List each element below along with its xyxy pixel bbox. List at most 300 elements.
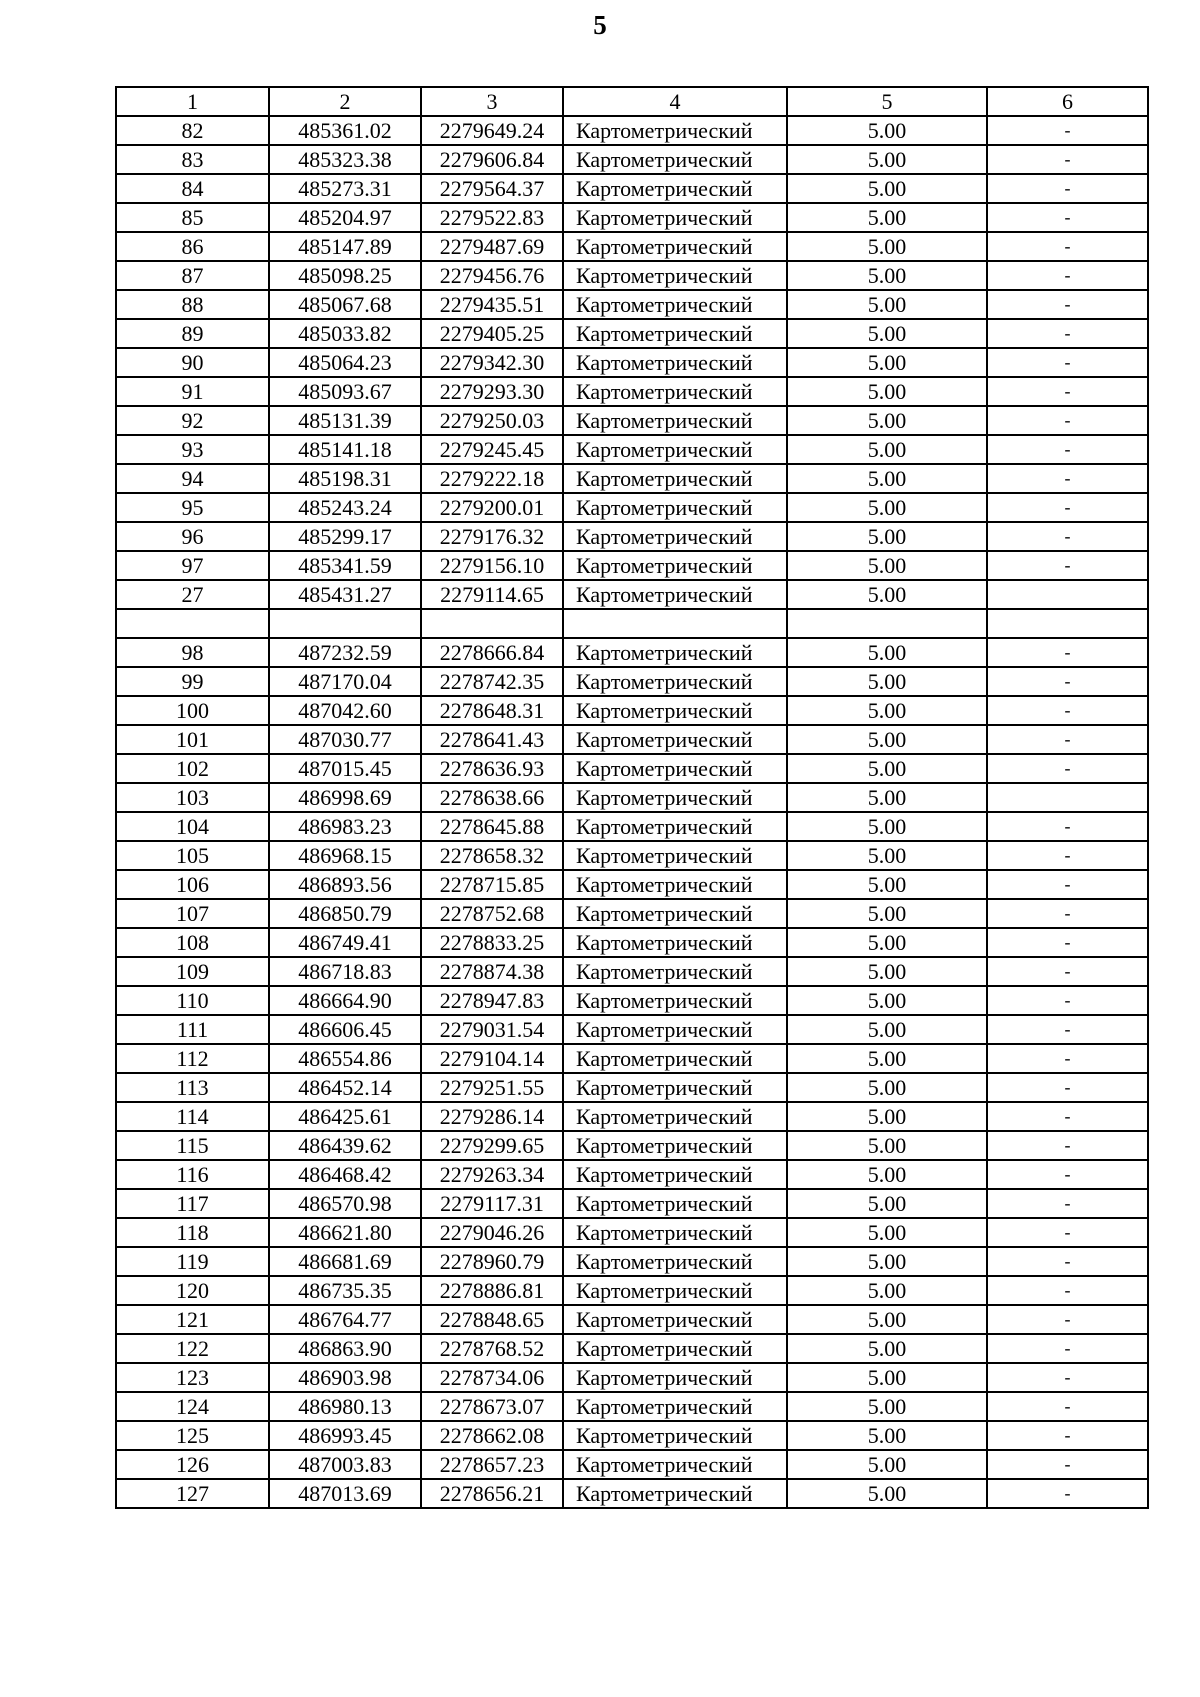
method-cell: Картометрический (563, 493, 787, 522)
accuracy-cell: 5.00 (787, 493, 987, 522)
x-coordinate-cell: 485198.31 (269, 464, 421, 493)
point-number-cell: 98 (116, 638, 269, 667)
y-coordinate-cell: 2278886.81 (421, 1276, 563, 1305)
description-cell: - (987, 1102, 1148, 1131)
method-cell: Картометрический (563, 1247, 787, 1276)
y-coordinate-cell: 2279114.65 (421, 580, 563, 609)
accuracy-cell: 5.00 (787, 232, 987, 261)
description-cell: - (987, 1073, 1148, 1102)
method-cell: Картометрический (563, 174, 787, 203)
y-coordinate-cell: 2279299.65 (421, 1131, 563, 1160)
point-number-cell: 94 (116, 464, 269, 493)
table-row (116, 1073, 1148, 1102)
table-row (116, 1015, 1148, 1044)
accuracy-cell: 5.00 (787, 1102, 987, 1131)
method-cell: Картометрический (563, 1015, 787, 1044)
y-coordinate-cell: 2278636.93 (421, 754, 563, 783)
header-cell-2: 2 (269, 87, 421, 116)
x-coordinate-cell: 485323.38 (269, 145, 421, 174)
method-cell: Картометрический (563, 1160, 787, 1189)
x-coordinate-cell: 486983.23 (269, 812, 421, 841)
accuracy-cell (787, 609, 987, 638)
accuracy-cell: 5.00 (787, 783, 987, 812)
coordinates-table (115, 86, 1149, 1509)
method-cell: Картометрический (563, 754, 787, 783)
x-coordinate-cell: 487030.77 (269, 725, 421, 754)
point-number-cell: 111 (116, 1015, 269, 1044)
y-coordinate-cell: 2279263.34 (421, 1160, 563, 1189)
y-coordinate-cell: 2278648.31 (421, 696, 563, 725)
table-row (116, 899, 1148, 928)
point-number-cell: 89 (116, 319, 269, 348)
method-cell: Картометрический (563, 899, 787, 928)
table-row (116, 609, 1148, 638)
table-header (116, 87, 1148, 116)
description-cell (987, 609, 1148, 638)
point-number-cell: 123 (116, 1363, 269, 1392)
accuracy-cell: 5.00 (787, 928, 987, 957)
method-cell: Картометрический (563, 1450, 787, 1479)
accuracy-cell: 5.00 (787, 870, 987, 899)
header-cell-6: 6 (987, 87, 1148, 116)
x-coordinate-cell: 486998.69 (269, 783, 421, 812)
description-cell: - (987, 232, 1148, 261)
description-cell: - (987, 696, 1148, 725)
table-row (116, 290, 1148, 319)
table-row (116, 1450, 1148, 1479)
header-cell-5: 5 (787, 87, 987, 116)
table-row (116, 1247, 1148, 1276)
y-coordinate-cell: 2278657.23 (421, 1450, 563, 1479)
accuracy-cell: 5.00 (787, 725, 987, 754)
accuracy-cell: 5.00 (787, 841, 987, 870)
accuracy-cell: 5.00 (787, 261, 987, 290)
description-cell: - (987, 899, 1148, 928)
point-number-cell: 127 (116, 1479, 269, 1508)
x-coordinate-cell: 486903.98 (269, 1363, 421, 1392)
point-number-cell: 110 (116, 986, 269, 1015)
x-coordinate-cell: 485141.18 (269, 435, 421, 464)
y-coordinate-cell: 2279405.25 (421, 319, 563, 348)
table-row (116, 1421, 1148, 1450)
header-cell-1: 1 (116, 87, 269, 116)
y-coordinate-cell: 2279200.01 (421, 493, 563, 522)
method-cell: Картометрический (563, 638, 787, 667)
description-cell: - (987, 464, 1148, 493)
x-coordinate-cell: 486968.15 (269, 841, 421, 870)
description-cell: - (987, 493, 1148, 522)
accuracy-cell: 5.00 (787, 957, 987, 986)
method-cell: Картометрический (563, 986, 787, 1015)
description-cell: - (987, 145, 1148, 174)
y-coordinate-cell: 2278666.84 (421, 638, 563, 667)
method-cell: Картометрический (563, 580, 787, 609)
description-cell: - (987, 1392, 1148, 1421)
method-cell: Картометрический (563, 1334, 787, 1363)
y-coordinate-cell: 2279522.83 (421, 203, 563, 232)
x-coordinate-cell: 486664.90 (269, 986, 421, 1015)
x-coordinate-cell: 486606.45 (269, 1015, 421, 1044)
y-coordinate-cell: 2279342.30 (421, 348, 563, 377)
method-cell: Картометрический (563, 783, 787, 812)
accuracy-cell: 5.00 (787, 1189, 987, 1218)
y-coordinate-cell: 2279156.10 (421, 551, 563, 580)
x-coordinate-cell: 485361.02 (269, 116, 421, 145)
point-number-cell: 119 (116, 1247, 269, 1276)
method-cell: Картометрический (563, 435, 787, 464)
table-row (116, 754, 1148, 783)
point-number-cell: 83 (116, 145, 269, 174)
description-cell: - (987, 261, 1148, 290)
table-row (116, 1102, 1148, 1131)
description-cell: - (987, 1131, 1148, 1160)
table-row (116, 1363, 1148, 1392)
y-coordinate-cell: 2278662.08 (421, 1421, 563, 1450)
y-coordinate-cell: 2278768.52 (421, 1334, 563, 1363)
point-number-cell: 117 (116, 1189, 269, 1218)
x-coordinate-cell: 486735.35 (269, 1276, 421, 1305)
point-number-cell: 101 (116, 725, 269, 754)
point-number-cell: 104 (116, 812, 269, 841)
header-cell-4: 4 (563, 87, 787, 116)
method-cell: Картометрический (563, 406, 787, 435)
table-row (116, 232, 1148, 261)
y-coordinate-cell: 2278874.38 (421, 957, 563, 986)
description-cell: - (987, 986, 1148, 1015)
point-number-cell: 100 (116, 696, 269, 725)
description-cell: - (987, 841, 1148, 870)
y-coordinate-cell: 2278960.79 (421, 1247, 563, 1276)
method-cell: Картометрический (563, 464, 787, 493)
point-number-cell: 118 (116, 1218, 269, 1247)
point-number-cell: 115 (116, 1131, 269, 1160)
point-number-cell: 91 (116, 377, 269, 406)
x-coordinate-cell: 486452.14 (269, 1073, 421, 1102)
point-number-cell: 87 (116, 261, 269, 290)
x-coordinate-cell: 485273.31 (269, 174, 421, 203)
x-coordinate-cell: 485131.39 (269, 406, 421, 435)
table-row (116, 145, 1148, 174)
x-coordinate-cell: 486718.83 (269, 957, 421, 986)
accuracy-cell: 5.00 (787, 1334, 987, 1363)
method-cell: Картометрический (563, 522, 787, 551)
method-cell: Картометрический (563, 928, 787, 957)
y-coordinate-cell: 2278656.21 (421, 1479, 563, 1508)
point-number-cell: 99 (116, 667, 269, 696)
point-number-cell: 90 (116, 348, 269, 377)
y-coordinate-cell: 2279031.54 (421, 1015, 563, 1044)
table-row (116, 319, 1148, 348)
accuracy-cell: 5.00 (787, 1450, 987, 1479)
x-coordinate-cell: 487015.45 (269, 754, 421, 783)
description-cell: - (987, 1305, 1148, 1334)
y-coordinate-cell: 2279245.45 (421, 435, 563, 464)
table-row (116, 261, 1148, 290)
y-coordinate-cell: 2279649.24 (421, 116, 563, 145)
point-number-cell: 108 (116, 928, 269, 957)
accuracy-cell: 5.00 (787, 203, 987, 232)
table-row (116, 348, 1148, 377)
method-cell: Картометрический (563, 319, 787, 348)
page-number: 5 (593, 10, 607, 40)
table-row (116, 928, 1148, 957)
accuracy-cell: 5.00 (787, 348, 987, 377)
table-row (116, 551, 1148, 580)
y-coordinate-cell: 2278848.65 (421, 1305, 563, 1334)
x-coordinate-cell: 485067.68 (269, 290, 421, 319)
description-cell: - (987, 1276, 1148, 1305)
description-cell: - (987, 1334, 1148, 1363)
accuracy-cell: 5.00 (787, 174, 987, 203)
method-cell: Картометрический (563, 116, 787, 145)
description-cell: - (987, 957, 1148, 986)
y-coordinate-cell: 2278645.88 (421, 812, 563, 841)
y-coordinate-cell: 2278947.83 (421, 986, 563, 1015)
table-row (116, 1218, 1148, 1247)
y-coordinate-cell: 2279487.69 (421, 232, 563, 261)
description-cell: - (987, 1450, 1148, 1479)
accuracy-cell: 5.00 (787, 1073, 987, 1102)
point-number-cell: 125 (116, 1421, 269, 1450)
x-coordinate-cell: 486764.77 (269, 1305, 421, 1334)
y-coordinate-cell (421, 609, 563, 638)
table-row (116, 870, 1148, 899)
description-cell: - (987, 1015, 1148, 1044)
point-number-cell: 116 (116, 1160, 269, 1189)
point-number-cell: 107 (116, 899, 269, 928)
x-coordinate-cell: 486570.98 (269, 1189, 421, 1218)
method-cell: Картометрический (563, 1102, 787, 1131)
point-number-cell: 105 (116, 841, 269, 870)
point-number-cell: 92 (116, 406, 269, 435)
y-coordinate-cell: 2279176.32 (421, 522, 563, 551)
point-number-cell: 103 (116, 783, 269, 812)
table-row (116, 493, 1148, 522)
x-coordinate-cell: 485033.82 (269, 319, 421, 348)
method-cell: Картометрический (563, 870, 787, 899)
point-number-cell: 112 (116, 1044, 269, 1073)
accuracy-cell: 5.00 (787, 551, 987, 580)
description-cell: - (987, 725, 1148, 754)
description-cell: - (987, 638, 1148, 667)
description-cell (987, 580, 1148, 609)
accuracy-cell: 5.00 (787, 406, 987, 435)
x-coordinate-cell: 486468.42 (269, 1160, 421, 1189)
accuracy-cell: 5.00 (787, 319, 987, 348)
x-coordinate-cell: 486425.61 (269, 1102, 421, 1131)
point-number-cell: 96 (116, 522, 269, 551)
y-coordinate-cell: 2279286.14 (421, 1102, 563, 1131)
description-cell: - (987, 435, 1148, 464)
description-cell: - (987, 1160, 1148, 1189)
x-coordinate-cell: 485147.89 (269, 232, 421, 261)
x-coordinate-cell: 486850.79 (269, 899, 421, 928)
accuracy-cell: 5.00 (787, 986, 987, 1015)
point-number-cell: 126 (116, 1450, 269, 1479)
method-cell: Картометрический (563, 1218, 787, 1247)
y-coordinate-cell: 2278658.32 (421, 841, 563, 870)
point-number-cell: 102 (116, 754, 269, 783)
accuracy-cell: 5.00 (787, 899, 987, 928)
accuracy-cell: 5.00 (787, 1276, 987, 1305)
point-number-cell: 122 (116, 1334, 269, 1363)
x-coordinate-cell: 485341.59 (269, 551, 421, 580)
header-cell-3: 3 (421, 87, 563, 116)
point-number-cell: 113 (116, 1073, 269, 1102)
x-coordinate-cell: 487042.60 (269, 696, 421, 725)
y-coordinate-cell: 2278641.43 (421, 725, 563, 754)
method-cell: Картометрический (563, 957, 787, 986)
point-number-cell: 109 (116, 957, 269, 986)
accuracy-cell: 5.00 (787, 1421, 987, 1450)
x-coordinate-cell (269, 609, 421, 638)
x-coordinate-cell: 487013.69 (269, 1479, 421, 1508)
description-cell: - (987, 1044, 1148, 1073)
description-cell: - (987, 1189, 1148, 1218)
method-cell: Картометрический (563, 696, 787, 725)
point-number-cell: 124 (116, 1392, 269, 1421)
method-cell: Картометрический (563, 1131, 787, 1160)
description-cell: - (987, 1218, 1148, 1247)
x-coordinate-cell: 486980.13 (269, 1392, 421, 1421)
method-cell: Картометрический (563, 1305, 787, 1334)
table-row (116, 1044, 1148, 1073)
method-cell: Картометрический (563, 232, 787, 261)
point-number-cell: 86 (116, 232, 269, 261)
table-row (116, 638, 1148, 667)
y-coordinate-cell: 2279104.14 (421, 1044, 563, 1073)
method-cell: Картометрический (563, 551, 787, 580)
accuracy-cell: 5.00 (787, 1131, 987, 1160)
description-cell: - (987, 116, 1148, 145)
accuracy-cell: 5.00 (787, 290, 987, 319)
method-cell: Картометрический (563, 1189, 787, 1218)
x-coordinate-cell: 486621.80 (269, 1218, 421, 1247)
accuracy-cell: 5.00 (787, 580, 987, 609)
y-coordinate-cell: 2278673.07 (421, 1392, 563, 1421)
accuracy-cell: 5.00 (787, 696, 987, 725)
description-cell: - (987, 928, 1148, 957)
point-number-cell: 82 (116, 116, 269, 145)
point-number-cell: 95 (116, 493, 269, 522)
table-row (116, 783, 1148, 812)
description-cell: - (987, 1479, 1148, 1508)
x-coordinate-cell: 485243.24 (269, 493, 421, 522)
description-cell: - (987, 1421, 1148, 1450)
method-cell: Картометрический (563, 667, 787, 696)
method-cell: Картометрический (563, 1392, 787, 1421)
table-row (116, 957, 1148, 986)
accuracy-cell: 5.00 (787, 1479, 987, 1508)
method-cell: Картометрический (563, 290, 787, 319)
table-row (116, 1479, 1148, 1508)
point-number-cell: 106 (116, 870, 269, 899)
accuracy-cell: 5.00 (787, 1218, 987, 1247)
y-coordinate-cell: 2279222.18 (421, 464, 563, 493)
description-cell: - (987, 290, 1148, 319)
y-coordinate-cell: 2278638.66 (421, 783, 563, 812)
description-cell: - (987, 377, 1148, 406)
accuracy-cell: 5.00 (787, 812, 987, 841)
method-cell: Картометрический (563, 1044, 787, 1073)
point-number-cell: 93 (116, 435, 269, 464)
table-row (116, 725, 1148, 754)
description-cell: - (987, 348, 1148, 377)
table-row (116, 1276, 1148, 1305)
method-cell: Картометрический (563, 1421, 787, 1450)
description-cell: - (987, 406, 1148, 435)
x-coordinate-cell: 487170.04 (269, 667, 421, 696)
y-coordinate-cell: 2278833.25 (421, 928, 563, 957)
x-coordinate-cell: 485431.27 (269, 580, 421, 609)
table-row (116, 696, 1148, 725)
table-row (116, 986, 1148, 1015)
x-coordinate-cell: 486749.41 (269, 928, 421, 957)
y-coordinate-cell: 2278734.06 (421, 1363, 563, 1392)
y-coordinate-cell: 2279564.37 (421, 174, 563, 203)
method-cell: Картометрический (563, 1276, 787, 1305)
y-coordinate-cell: 2279046.26 (421, 1218, 563, 1247)
accuracy-cell: 5.00 (787, 1160, 987, 1189)
table-row (116, 1160, 1148, 1189)
x-coordinate-cell: 486439.62 (269, 1131, 421, 1160)
description-cell: - (987, 319, 1148, 348)
method-cell: Картометрический (563, 1479, 787, 1508)
point-number-cell: 88 (116, 290, 269, 319)
x-coordinate-cell: 486993.45 (269, 1421, 421, 1450)
table-row (116, 1334, 1148, 1363)
x-coordinate-cell: 486893.56 (269, 870, 421, 899)
header-row (116, 87, 1148, 116)
description-cell: - (987, 812, 1148, 841)
x-coordinate-cell: 487232.59 (269, 638, 421, 667)
point-number-cell: 27 (116, 580, 269, 609)
y-coordinate-cell: 2278715.85 (421, 870, 563, 899)
table-row (116, 522, 1148, 551)
point-number-cell: 85 (116, 203, 269, 232)
accuracy-cell: 5.00 (787, 638, 987, 667)
method-cell: Картометрический (563, 1363, 787, 1392)
x-coordinate-cell: 485299.17 (269, 522, 421, 551)
point-number-cell: 121 (116, 1305, 269, 1334)
table-row (116, 174, 1148, 203)
table-row (116, 841, 1148, 870)
description-cell: - (987, 1363, 1148, 1392)
description-cell: - (987, 522, 1148, 551)
method-cell: Картометрический (563, 1073, 787, 1102)
point-number-cell: 97 (116, 551, 269, 580)
y-coordinate-cell: 2278752.68 (421, 899, 563, 928)
description-cell: - (987, 667, 1148, 696)
method-cell: Картометрический (563, 841, 787, 870)
y-coordinate-cell: 2279606.84 (421, 145, 563, 174)
x-coordinate-cell: 485204.97 (269, 203, 421, 232)
y-coordinate-cell: 2279250.03 (421, 406, 563, 435)
x-coordinate-cell: 485098.25 (269, 261, 421, 290)
description-cell: - (987, 1247, 1148, 1276)
accuracy-cell: 5.00 (787, 1044, 987, 1073)
table-row (116, 377, 1148, 406)
accuracy-cell: 5.00 (787, 116, 987, 145)
method-cell: Картометрический (563, 348, 787, 377)
y-coordinate-cell: 2279251.55 (421, 1073, 563, 1102)
description-cell: - (987, 551, 1148, 580)
point-number-cell: 120 (116, 1276, 269, 1305)
x-coordinate-cell: 486554.86 (269, 1044, 421, 1073)
point-number-cell (116, 609, 269, 638)
table-row (116, 1305, 1148, 1334)
x-coordinate-cell: 485064.23 (269, 348, 421, 377)
